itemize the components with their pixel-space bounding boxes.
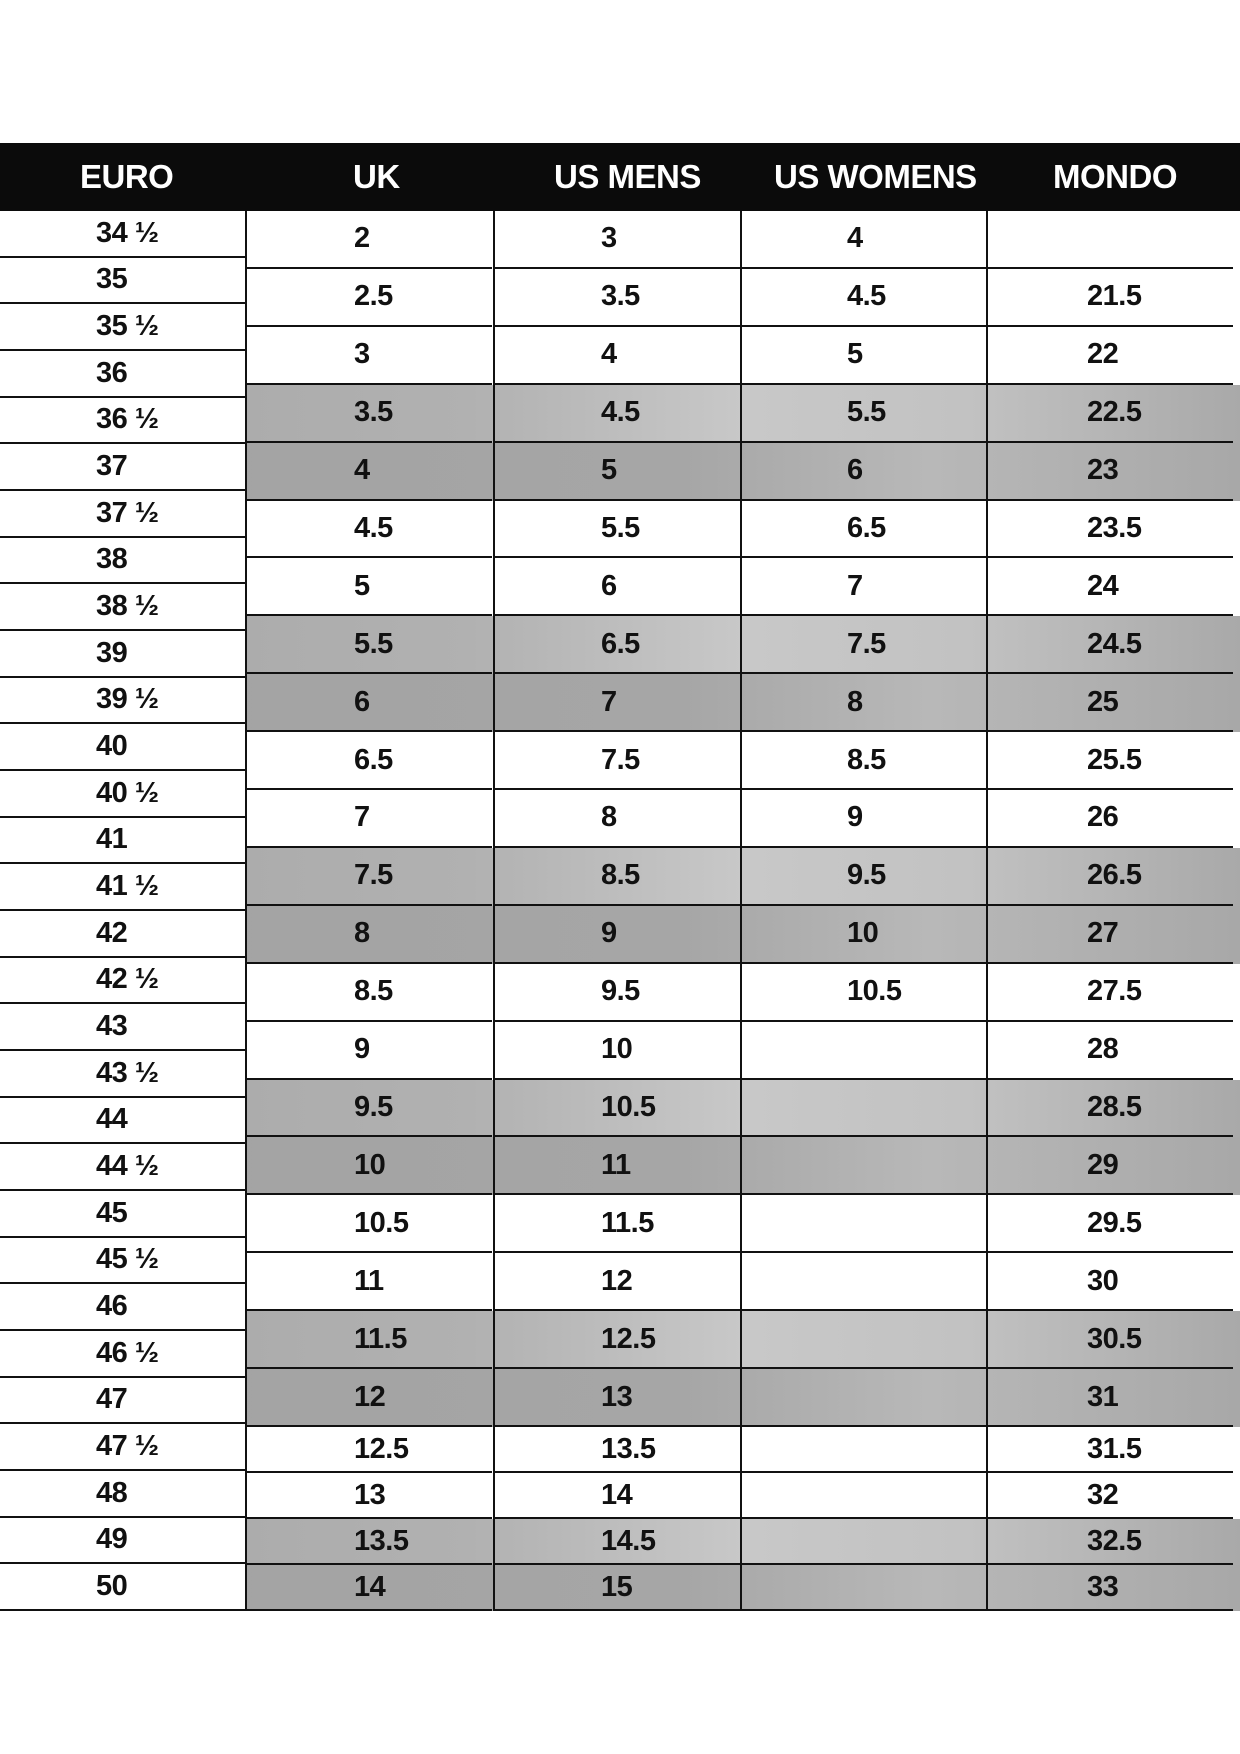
us-mens-size-cell: 8.5: [494, 848, 740, 906]
column-mondo: [987, 211, 1233, 1611]
us-mens-size-cell: 9: [494, 906, 740, 964]
mondo-size-cell: 21.5: [987, 269, 1233, 327]
us-mens-size-cell: 5.5: [494, 501, 740, 559]
mondo-size-cell: 26.5: [987, 848, 1233, 906]
column-divider: [740, 211, 742, 1611]
euro-size-cell: 44: [0, 1098, 246, 1145]
us-womens-size-cell: 9.5: [740, 848, 986, 906]
mondo-size-cell: 28: [987, 1022, 1233, 1080]
euro-size-cell: 49: [0, 1518, 246, 1565]
uk-size-cell: 8: [246, 906, 492, 964]
us-mens-size-cell: 8: [494, 790, 740, 848]
mondo-size-cell: 27.5: [987, 964, 1233, 1022]
uk-size-cell: 6: [246, 674, 492, 732]
us-mens-size-cell: 11: [494, 1137, 740, 1195]
uk-size-cell: 10.5: [246, 1195, 492, 1253]
uk-size-cell: 14: [246, 1565, 492, 1611]
us-womens-size-cell: 8.5: [740, 732, 986, 790]
euro-size-cell: 45 ½: [0, 1238, 246, 1285]
us-mens-size-cell: 12.5: [494, 1311, 740, 1369]
us-womens-size-cell: 8: [740, 674, 986, 732]
us-mens-size-cell: 7: [494, 674, 740, 732]
uk-size-cell: 13.5: [246, 1519, 492, 1565]
us-mens-size-cell: 10.5: [494, 1080, 740, 1138]
uk-size-cell: 11: [246, 1253, 492, 1311]
euro-size-cell: 42: [0, 911, 246, 958]
us-womens-size-cell: [740, 1137, 986, 1195]
euro-size-cell: 37: [0, 444, 246, 491]
us-womens-size-cell: 7.5: [740, 616, 986, 674]
uk-size-cell: 5.5: [246, 616, 492, 674]
euro-size-cell: 37 ½: [0, 491, 246, 538]
us-mens-size-cell: 4.5: [494, 385, 740, 443]
euro-size-cell: 41: [0, 818, 246, 865]
uk-size-cell: 8.5: [246, 964, 492, 1022]
euro-size-cell: 39 ½: [0, 678, 246, 725]
euro-size-cell: 46: [0, 1284, 246, 1331]
euro-size-cell: 36: [0, 351, 246, 398]
mondo-size-cell: 30: [987, 1253, 1233, 1311]
euro-size-cell: 47 ½: [0, 1424, 246, 1471]
us-womens-size-cell: [740, 1427, 986, 1473]
mondo-size-cell: 26: [987, 790, 1233, 848]
us-womens-size-cell: 9: [740, 790, 986, 848]
mondo-size-cell: [987, 211, 1233, 269]
header-mondo: MONDO: [1053, 158, 1177, 195]
uk-size-cell: 9.5: [246, 1080, 492, 1138]
column-divider: [986, 211, 988, 1611]
us-mens-size-cell: 11.5: [494, 1195, 740, 1253]
uk-size-cell: 11.5: [246, 1311, 492, 1369]
us-womens-size-cell: [740, 1369, 986, 1427]
us-womens-size-cell: 4.5: [740, 269, 986, 327]
euro-size-cell: 40: [0, 724, 246, 771]
us-womens-size-cell: [740, 1253, 986, 1311]
column-uk: [246, 211, 492, 1611]
mondo-size-cell: 29: [987, 1137, 1233, 1195]
euro-size-cell: 41 ½: [0, 864, 246, 911]
header-us-mens: US MENS: [554, 158, 701, 195]
us-mens-size-cell: 3: [494, 211, 740, 269]
us-mens-size-cell: 9.5: [494, 964, 740, 1022]
mondo-size-cell: 32.5: [987, 1519, 1233, 1565]
table-header: [0, 143, 1240, 211]
us-womens-size-cell: 7: [740, 558, 986, 616]
mondo-size-cell: 33: [987, 1565, 1233, 1611]
us-womens-size-cell: [740, 1080, 986, 1138]
us-womens-size-cell: [740, 1565, 986, 1611]
mondo-size-cell: 27: [987, 906, 1233, 964]
mondo-size-cell: 24: [987, 558, 1233, 616]
us-mens-size-cell: 14: [494, 1473, 740, 1519]
mondo-size-cell: 22.5: [987, 385, 1233, 443]
mondo-size-cell: 32: [987, 1473, 1233, 1519]
header-euro: EURO: [80, 158, 174, 195]
us-womens-size-cell: [740, 1022, 986, 1080]
column-us-mens: [494, 211, 740, 1611]
us-mens-size-cell: 13.5: [494, 1427, 740, 1473]
us-womens-size-cell: 10: [740, 906, 986, 964]
us-womens-size-cell: [740, 1519, 986, 1565]
euro-size-cell: 45: [0, 1191, 246, 1238]
header-us-womens: US WOMENS: [774, 158, 977, 195]
us-womens-size-cell: 5: [740, 327, 986, 385]
euro-size-cell: 43 ½: [0, 1051, 246, 1098]
us-mens-size-cell: 12: [494, 1253, 740, 1311]
mondo-size-cell: 23.5: [987, 501, 1233, 559]
euro-size-cell: 50: [0, 1564, 246, 1611]
header-uk: UK: [353, 158, 400, 195]
euro-size-cell: 38: [0, 538, 246, 585]
euro-size-cell: 35: [0, 258, 246, 305]
us-womens-size-cell: [740, 1311, 986, 1369]
euro-size-cell: 44 ½: [0, 1144, 246, 1191]
uk-size-cell: 4.5: [246, 501, 492, 559]
us-womens-size-cell: 5.5: [740, 385, 986, 443]
uk-size-cell: 9: [246, 1022, 492, 1080]
mondo-size-cell: 25.5: [987, 732, 1233, 790]
uk-size-cell: 2.5: [246, 269, 492, 327]
column-divider: [493, 211, 495, 1611]
us-womens-size-cell: 4: [740, 211, 986, 269]
us-mens-size-cell: 7.5: [494, 732, 740, 790]
uk-size-cell: 7: [246, 790, 492, 848]
euro-size-cell: 35 ½: [0, 304, 246, 351]
us-mens-size-cell: 3.5: [494, 269, 740, 327]
euro-size-cell: 39: [0, 631, 246, 678]
uk-size-cell: 6.5: [246, 732, 492, 790]
mondo-size-cell: 29.5: [987, 1195, 1233, 1253]
euro-size-cell: 36 ½: [0, 398, 246, 445]
us-womens-size-cell: [740, 1195, 986, 1253]
uk-size-cell: 7.5: [246, 848, 492, 906]
uk-size-cell: 12: [246, 1369, 492, 1427]
column-us-womens: [740, 211, 986, 1611]
euro-size-cell: 40 ½: [0, 771, 246, 818]
uk-size-cell: 13: [246, 1473, 492, 1519]
uk-size-cell: 12.5: [246, 1427, 492, 1473]
mondo-size-cell: 30.5: [987, 1311, 1233, 1369]
euro-size-cell: 34 ½: [0, 211, 246, 258]
uk-size-cell: 10: [246, 1137, 492, 1195]
size-chart-table: [0, 143, 1240, 1611]
mondo-size-cell: 23: [987, 443, 1233, 501]
euro-size-cell: 38 ½: [0, 584, 246, 631]
us-mens-size-cell: 5: [494, 443, 740, 501]
mondo-size-cell: 22: [987, 327, 1233, 385]
us-mens-size-cell: 10: [494, 1022, 740, 1080]
us-womens-size-cell: [740, 1473, 986, 1519]
column-divider: [245, 211, 247, 1611]
mondo-size-cell: 31.5: [987, 1427, 1233, 1473]
mondo-size-cell: 28.5: [987, 1080, 1233, 1138]
uk-size-cell: 2: [246, 211, 492, 269]
us-mens-size-cell: 13: [494, 1369, 740, 1427]
euro-size-cell: 47: [0, 1378, 246, 1425]
euro-size-cell: 46 ½: [0, 1331, 246, 1378]
uk-size-cell: 3: [246, 327, 492, 385]
us-womens-size-cell: 6: [740, 443, 986, 501]
euro-size-cell: 42 ½: [0, 958, 246, 1005]
us-womens-size-cell: 6.5: [740, 501, 986, 559]
mondo-size-cell: 25: [987, 674, 1233, 732]
us-womens-size-cell: 10.5: [740, 964, 986, 1022]
us-mens-size-cell: 6.5: [494, 616, 740, 674]
mondo-size-cell: 24.5: [987, 616, 1233, 674]
us-mens-size-cell: 4: [494, 327, 740, 385]
uk-size-cell: 5: [246, 558, 492, 616]
table-body: [0, 211, 1240, 1611]
euro-size-cell: 43: [0, 1004, 246, 1051]
uk-size-cell: 4: [246, 443, 492, 501]
euro-size-cell: 48: [0, 1471, 246, 1518]
us-mens-size-cell: 15: [494, 1565, 740, 1611]
us-mens-size-cell: 14.5: [494, 1519, 740, 1565]
mondo-size-cell: 31: [987, 1369, 1233, 1427]
us-mens-size-cell: 6: [494, 558, 740, 616]
uk-size-cell: 3.5: [246, 385, 492, 443]
column-euro: [0, 211, 246, 1611]
